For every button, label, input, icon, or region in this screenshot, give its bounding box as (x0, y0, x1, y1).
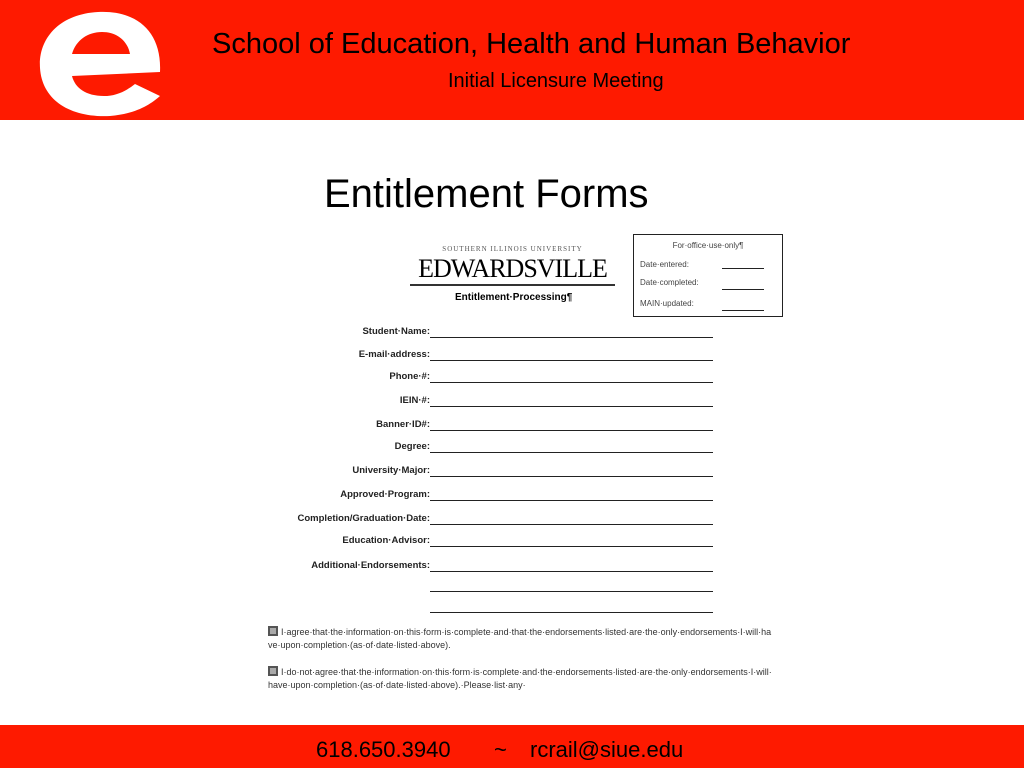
footer-email: rcrail@siue.edu (530, 737, 684, 762)
field-line (430, 337, 713, 338)
e-logo-icon (0, 0, 175, 120)
field-label: Student·Name: (362, 326, 430, 337)
header-banner (0, 0, 1024, 120)
form-title: Entitlement·Processing¶ (455, 292, 573, 303)
form-field-row (260, 487, 720, 509)
field-line (430, 360, 713, 361)
form-field-row (260, 599, 720, 621)
form-field-row (260, 324, 720, 346)
checkbox-icon (268, 626, 278, 636)
field-line (430, 524, 713, 525)
form-field-row (260, 393, 720, 415)
form-field-row (260, 558, 720, 580)
form-field-row (260, 511, 720, 533)
form-field-row (260, 578, 720, 600)
agree-option: I·agree·that·the·information·on·this·form·is·complete·and·that·the·endorsements·listed·are·the·only·endorsements·I·will·have·upon·completion·(as·of·date·listed·above). (268, 627, 772, 650)
slide-title: Entitlement Forms (324, 172, 649, 216)
footer-banner (0, 725, 1024, 768)
field-label: Completion/Graduation·Date: (297, 513, 430, 524)
field-label: University·Major: (352, 465, 430, 476)
form-field-row (260, 463, 720, 485)
disagree-option: I·do·not·agree·that·the·information·on·this·form·is·complete·and·the·endorsements·listed·are·the·only·endorsements·I·will·have·upon·completion·(as·of·date·listed·above).·Please·list·any· (268, 667, 772, 690)
field-label: Additional·Endorsements: (311, 560, 430, 571)
office-use-box: For·office·use·only¶ Date·entered: Date·completed: MAIN·updated: (633, 234, 783, 317)
field-line (430, 476, 713, 477)
header-subtitle: Initial Licensure Meeting (448, 70, 664, 92)
field-label: Banner·ID#: (376, 419, 430, 430)
field-label: Approved·Program: (340, 489, 430, 500)
form-image (260, 230, 780, 700)
field-line (430, 406, 713, 407)
field-label: IEIN·#: (399, 395, 430, 406)
field-line (430, 571, 713, 572)
form-field-row (260, 533, 720, 555)
footer-separator: ~ (494, 737, 507, 762)
header-title: School of Education, Health and Human Behavior (212, 28, 851, 60)
field-line (430, 382, 713, 383)
field-line (430, 500, 713, 501)
form-field-row (260, 347, 720, 369)
field-label: Education·Advisor: (342, 535, 430, 546)
field-line (430, 452, 713, 453)
field-label: Phone·#: (389, 371, 430, 382)
field-line (430, 546, 713, 547)
form-field-row (260, 369, 720, 391)
field-line (430, 612, 713, 613)
field-line (430, 430, 713, 431)
field-line (430, 591, 713, 592)
form-field-row (260, 439, 720, 461)
footer-phone: 618.650.3940 (316, 737, 451, 762)
siue-logo: SOUTHERN ILLINOIS UNIVERSITY EDWARDSVILLE (410, 244, 615, 286)
form-field-row (260, 417, 720, 439)
field-label: E-mail·address: (358, 349, 430, 360)
field-label: Degree: (394, 441, 430, 452)
checkbox-icon (268, 666, 278, 676)
